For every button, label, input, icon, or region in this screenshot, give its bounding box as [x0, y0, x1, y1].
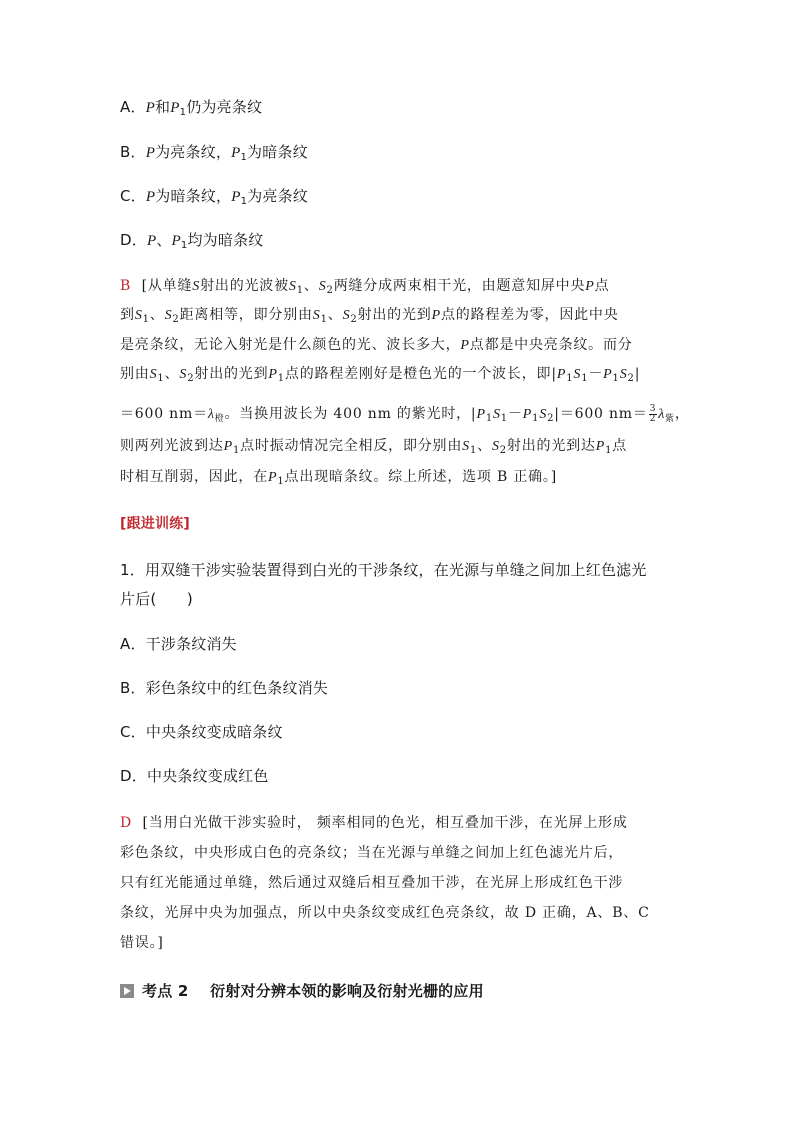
- topic-heading: 考点 2 衍射对分辨本领的影响及衍射光栅的应用: [120, 981, 484, 1001]
- option-b: B．彩色条纹中的红色条纹消失: [120, 679, 329, 697]
- option-a: A．干涉条纹消失: [120, 635, 237, 653]
- section-label: [跟进训练]: [120, 516, 190, 532]
- explanation-line: B [从单缝S射出的光波被$S_1$、$S_2$两缝分成两束相干光，由题意知屏中央P点: [120, 278, 610, 296]
- option-c: C．中央条纹变成暗条纹: [120, 723, 283, 741]
- explanation-line: 只有红光能通过单缝，然后通过双缝后相互叠加干涉，在光屏上形成红色干涉: [120, 875, 624, 891]
- option-b: B．P为亮条纹，$P_1$为暗条纹: [120, 143, 308, 163]
- answer-letter: B: [120, 278, 132, 294]
- explanation-line: 则两列光波到达$P_1$点时振动情况完全相反，即分别由$S_1$、$S_2$射出的光到达$P_1$点: [120, 438, 628, 456]
- option-d: D．P、$P_1$均为暗条纹: [120, 231, 264, 251]
- answer-letter: D: [120, 815, 133, 831]
- question-stem: 1．用双缝干涉实验装置得到白光的干涉条纹，在光源与单缝之间加上红色滤光: [120, 561, 647, 579]
- explanation-line: ＝600 $nm=\lambda_橙$。当换用波长为 400 nm 的紫光时，$|P_1S_1-P_1S_2|=600$ nm＝ $\frac{3}{2}$ $\lambda_紫$，: [120, 403, 690, 424]
- explanation-line: 彩色条纹，中央形成白色的亮条纹；当在光源与单缝之间加上红色滤光片后，: [120, 845, 624, 861]
- explanation-line: 条纹，光屏中央为加强点，所以中央条纹变成红色亮条纹，故 D 正确，A、B、C: [120, 905, 650, 921]
- explanation-line: D [当用白光做干涉实验时， 频率相同的色光，相互叠加干涉，在光屏上形成: [120, 815, 628, 831]
- play-triangle-icon: [120, 984, 134, 998]
- explanation-line: 时相互削弱，因此，在$P_1$点出现暗条纹。综上所述，选项 B 正确。]: [120, 469, 557, 487]
- question-stem: 片后( ): [120, 590, 193, 608]
- explanation-line: 是亮条纹，无论入射光是什么颜色的光、波长多大，P点都是中央亮条纹。而分: [120, 337, 633, 353]
- fraction-three-halves: $\frac{3}{2}$: [649, 403, 657, 424]
- option-c: C．P为暗条纹，$P_1$为亮条纹: [120, 187, 309, 207]
- explanation-line: 到$S_1$、$S_2$距离相等，即分别由$S_1$、$S_2$射出的光到P点的路程差为零，因此中央: [120, 307, 619, 325]
- explanation-line: 别由$S_1$、$S_2$射出的光到$P_1$点的路程差刚好是橙色光的一个波长，即$|P_1S_1-P_1S_2|$: [120, 366, 641, 384]
- option-a: A．P和$P_1$仍为亮条纹: [120, 98, 263, 118]
- explanation-line: 错误。]: [120, 935, 164, 951]
- option-d: D．中央条纹变成红色: [120, 767, 269, 785]
